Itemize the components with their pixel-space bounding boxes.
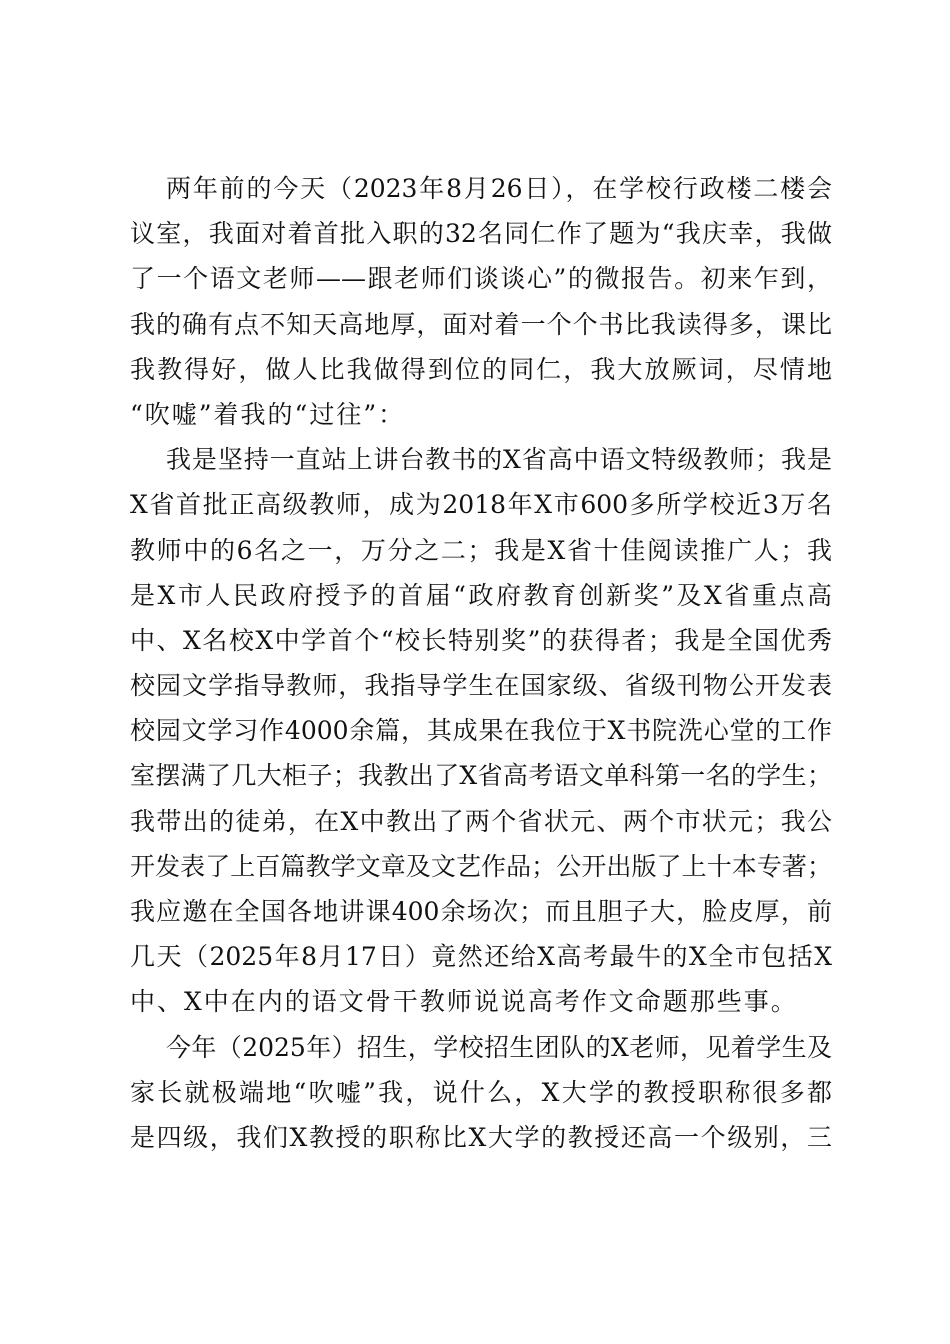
paragraph	[130, 166, 832, 437]
text-line: 中、X名校X中学首个“校长特别奖”的获得者；我是全国优秀	[130, 625, 832, 655]
text-line: 我是坚持一直站上讲台教书的X省高中语文特级教师；我是	[166, 445, 832, 475]
paragraph	[130, 1025, 832, 1161]
text-line: 我教得好，做人比我做得到位的同仁，我大放厥词，尽情地	[130, 354, 832, 384]
text-line: 校园文学习作4000余篇，其成果在我位于X书院洗心堂的工作	[130, 716, 832, 746]
text-line: 是X市人民政府授予的首届“政府教育创新奖”及X省重点高	[130, 580, 832, 610]
text-line: X省首批正高级教师，成为2018年X市600多所学校近3万名	[130, 490, 832, 520]
text-line: 教师中的6名之一，万分之二；我是X省十佳阅读推广人；我	[130, 535, 832, 565]
text-line: 了一个语文老师——跟老师们谈谈心”的微报告。初来乍到，	[130, 264, 832, 294]
text-line: 中、X中在内的语文骨干教师说说高考作文命题那些事。	[130, 987, 798, 1017]
document-body	[130, 166, 832, 1160]
text-line: 我的确有点不知天高地厚，面对着一个个书比我读得多，课比	[130, 309, 832, 339]
text-line: 开发表了上百篇教学文章及文艺作品；公开出版了上十本专著；	[130, 851, 832, 881]
paragraph	[130, 437, 832, 1024]
text-line: 室摆满了几大柜子；我教出了X省高考语文单科第一名的学生；	[130, 761, 832, 791]
text-line: 我带出的徒弟，在X中教出了两个省状元、两个市状元；我公	[130, 806, 832, 836]
text-line: 议室，我面对着首批入职的32名同仁作了题为“我庆幸，我做	[130, 219, 832, 249]
text-line: 我应邀在全国各地讲课400余场次；而且胆子大，脸皮厚，前	[130, 897, 832, 926]
text-line: 两年前的今天（2023年8月26日），在学校行政楼二楼会	[166, 174, 832, 203]
text-line: 校园文学指导教师，我指导学生在国家级、省级刊物公开发表	[130, 671, 832, 701]
text-line: 是四级，我们X教授的职称比X大学的教授还高一个级别，三	[130, 1122, 832, 1152]
text-line: 家长就极端地“吹嘘”我，说什么，X大学的教授职称很多都	[130, 1077, 832, 1107]
text-line: 几天（2025年8月17日）竟然还给X高考最牛的X全市包括X	[130, 942, 832, 972]
text-line: “吹嘘”着我的“过往”：	[130, 399, 406, 429]
text-line: 今年（2025年）招生，学校招生团队的X老师，见着学生及	[166, 1032, 832, 1062]
